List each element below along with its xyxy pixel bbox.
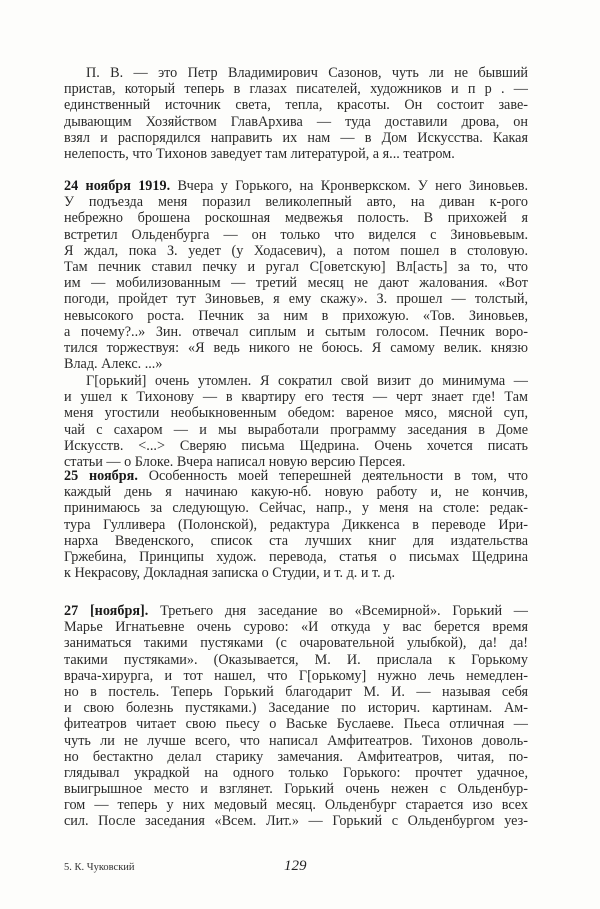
text-line: Я ждал, пока З. уедет (у Ходасевич), а потом пошел в столовую.	[64, 242, 528, 259]
page-number: 129	[284, 858, 307, 874]
text-line: статьи — о Блоке. Вчера написал новую версию Персея.	[64, 453, 406, 470]
text-line: заниматься такими пустяками (с очаровательной улыбкой), да! да!	[64, 635, 528, 652]
text-line: Марье Игнатьевне очень сурово: «И откуда у вас берется время	[64, 619, 528, 636]
text-line: выигрышное место и взглянет. Горький очень нежен с Ольденбур-	[64, 781, 528, 798]
text-line: Влад. Алекс. ...»	[64, 356, 163, 373]
entry-text: Вчера у Горького, на Кронверкском. У него Зиновьев.	[170, 178, 528, 194]
text-line: П. В. — это Петр Владимирович Сазонов, чуть ли не бывший	[86, 65, 528, 81]
entry-date: 24 ноября 1919.	[64, 178, 171, 194]
text-line: тился торжествуя: «Я ведь никого не боюсь. Я самому велик. князю	[64, 339, 528, 356]
entry-text: Особенность моей теперешней деятельности в том, что	[137, 468, 528, 484]
text-line: дывающим Хозяйством ГлавАрхива — туда доставили дрова, он	[64, 113, 528, 130]
text-line: чуть ли не лучше всего, что написал Амфитеатров. Тихонов доволь-	[64, 732, 528, 749]
text-line: У подъезда меня поразил великолепный авто, на диван к-рого	[64, 194, 528, 211]
text-line: меня угостили необыкновенным обедом: вареное мясо, мясной суп,	[64, 405, 528, 422]
text-line: взял и распорядился направить их нам — в Дом Искусства. Какая	[64, 129, 528, 146]
paragraph	[64, 65, 528, 162]
text-line: Гржебина, Принципы худож. перевода, статья о письмах Щедрина	[64, 548, 528, 565]
printer-signature: 5. К. Чуковский	[64, 862, 135, 873]
diary-entry	[64, 468, 528, 581]
diary-entry	[64, 603, 528, 830]
text-line: гом — теперь у них медовый месяц. Ольденбург старается изо всех	[64, 797, 528, 814]
text-line: погоди, пройдет тут Зиновьев, я ему скажу». З. прошел — толстый,	[64, 291, 528, 308]
text-line	[64, 178, 528, 194]
entry-text: Третьего дня заседание во «Всемирной». Горький —	[148, 603, 528, 619]
entry-date: 25 ноября.	[64, 468, 138, 484]
text-line: принимаюсь за следующую. Сейчас, напр., у меня на столе: редак-	[64, 500, 528, 517]
text-line: пристав, который теперь в глазах писателей, художников и п р . —	[64, 81, 528, 98]
text-line: каждый день я начинаю какую-нб. новую работу и, не кончив,	[64, 484, 528, 501]
text-line: глядывал украдкой на одного только Горького: прочтет удачное,	[64, 764, 528, 781]
text-line: фитеатров читает свою пьесу о Ваське Буслаеве. Пьеса отличная —	[64, 716, 528, 733]
text-line: им — мобилизованным — третий месяц не дают жалования. «Вот	[64, 275, 528, 292]
text-line	[64, 603, 528, 619]
text-line: Г[орький] очень утомлен. Я сократил свой визит до минимума —	[86, 373, 528, 389]
text-line	[64, 468, 528, 484]
text-line: но в постель. Теперь Горький благодарит М. И. — называя себя	[64, 683, 528, 700]
text-line: чай с сахаром — и мы выработали программу заседания в Доме	[64, 421, 528, 438]
text-line: встретил Ольденбурга — он только что виделся с Зиновьевым.	[64, 226, 528, 243]
text-line: Искусств. <...> Сверяю письма Щедрина. Очень хочется писать	[64, 437, 528, 454]
text-line: единственный источник света, тепла, красоты. Он состоит заве-	[64, 97, 528, 114]
text-line: нарха Введенского, список ста лучших книг для издательства	[64, 532, 528, 549]
text-line: невысокого роста. Печник за ним в прихожую. «Тов. Зиновьев,	[64, 307, 528, 324]
text-line: нелепость, что Тихонов заведует там литературой, а я... театром.	[64, 145, 455, 162]
text-line: небрежно брошена роскошная медвежья полость. В прихожей я	[64, 210, 528, 227]
text-line: Там печник ставил печку и ругал С[оветскую] Вл[асть] за то, что	[64, 258, 528, 275]
text-line: такими пустяками». (Оказывается, М. И. прислала к Горькому	[64, 651, 528, 668]
text-line: а почему?..» Зин. отвечал сиплым и сытым голосом. Печник воро-	[64, 323, 528, 340]
paragraph	[64, 373, 528, 470]
entry-date: 27 [ноября].	[64, 603, 149, 619]
diary-entry	[64, 178, 528, 372]
text-line: и ушел к Тихонову — в квартиру его тестя — черт знает где! Там	[64, 389, 528, 406]
text-line: к Некрасову, Докладная записка о Студии, и т. д. и т. д.	[64, 565, 396, 582]
text-line: сил. После заседания «Всем. Лит.» — Горький с Ольденбургом уез-	[64, 813, 528, 830]
text-line: и свою болезнь пустяками.) Заседание по историч. картинам. Ам-	[64, 700, 528, 717]
text-line: но бестактно делал старику замечания. Амфитеатров, читая, по-	[64, 748, 528, 765]
text-line: тура Гулливера (Полонской), редактура Диккенса в переводе Ири-	[64, 516, 528, 533]
text-line: врача-хирурга, и тот нашел, что Г[орькому] нужно лечь немедлен-	[64, 667, 528, 684]
